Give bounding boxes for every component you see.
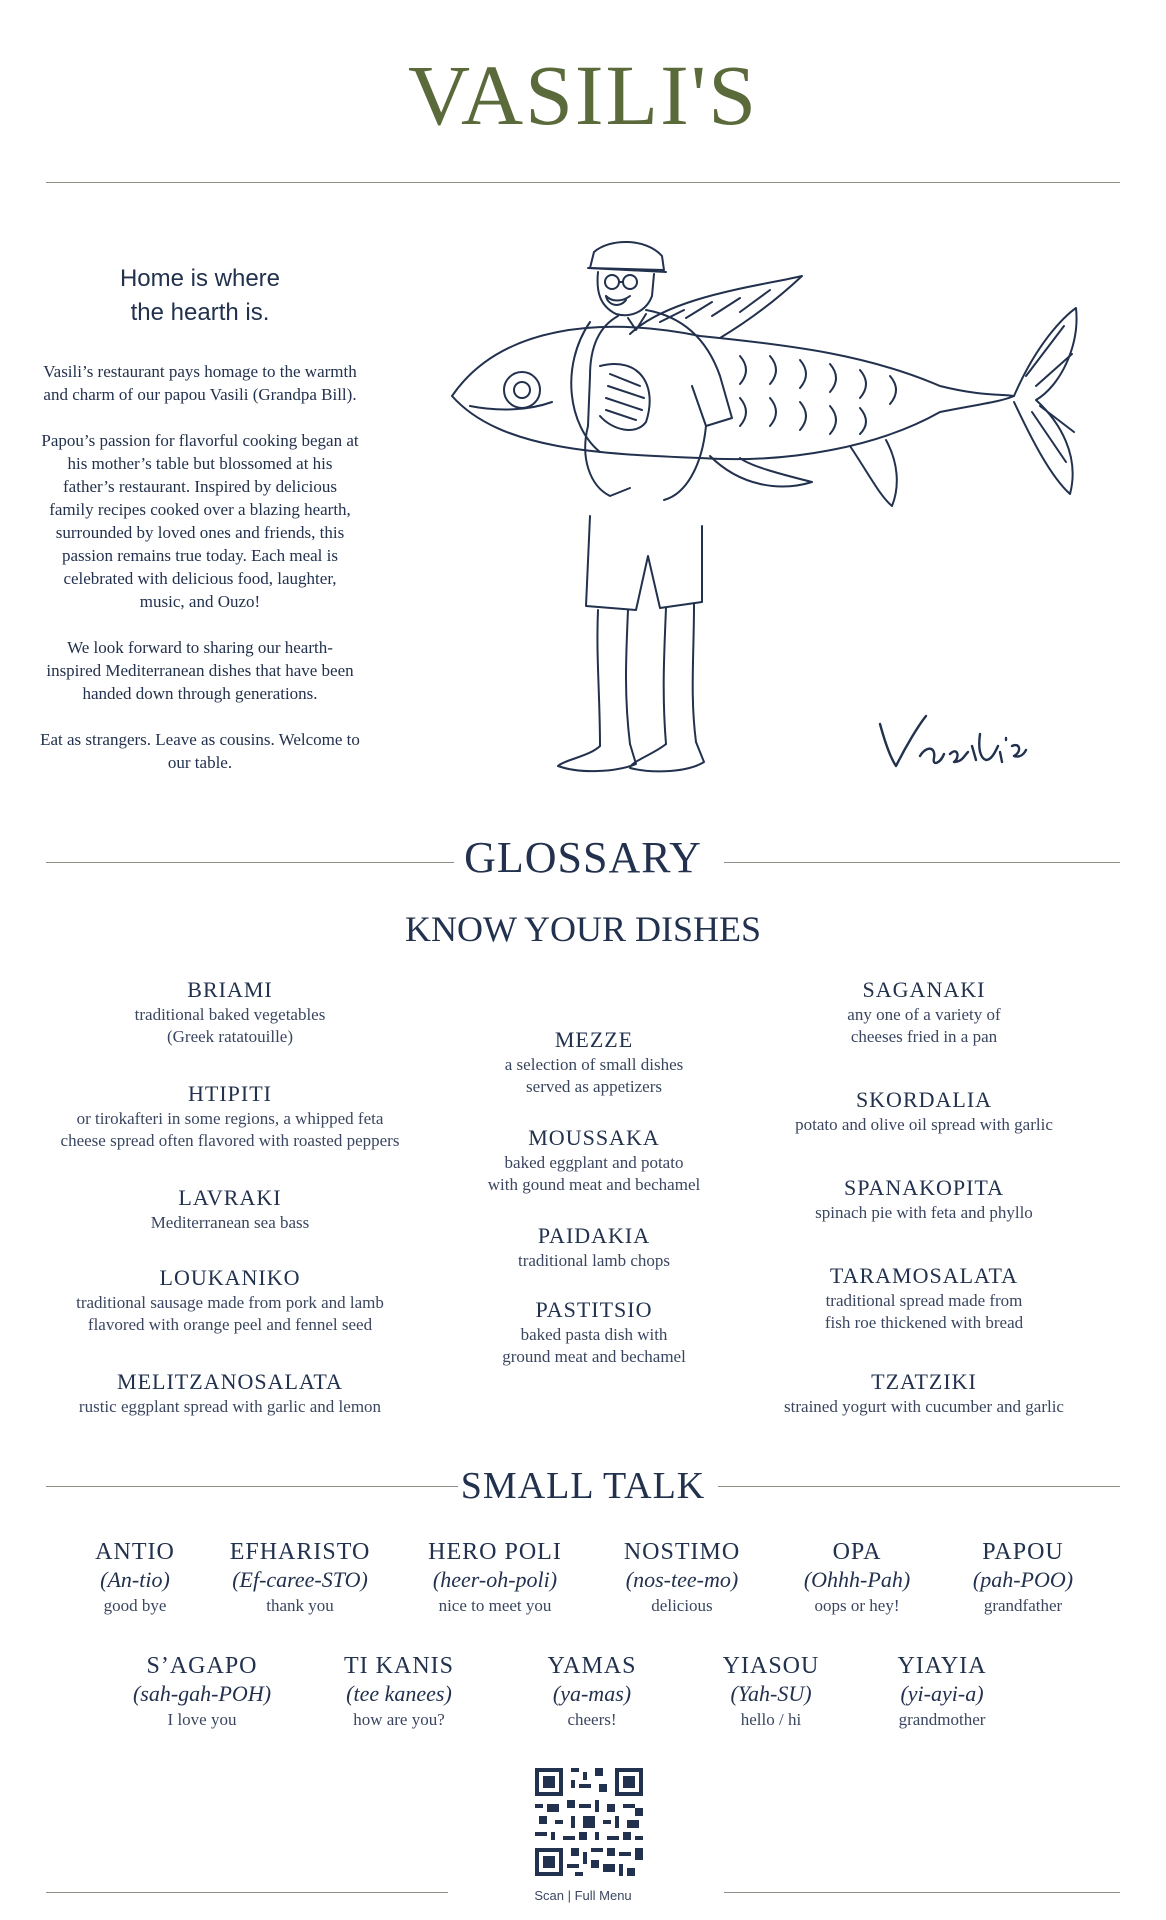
dish-name: SAGANAKI	[862, 977, 986, 1002]
dish-mezze	[444, 1026, 744, 1098]
dish-melitzanosalata	[30, 1368, 430, 1418]
dish-loukaniko	[30, 1264, 430, 1336]
dish-name: PASTITSIO	[535, 1297, 653, 1322]
dish-paidakia	[444, 1222, 744, 1272]
dish-lavraki	[30, 1184, 430, 1234]
phrase-meaning: grandmother	[898, 1710, 986, 1729]
dish-name: SKORDALIA	[855, 1087, 993, 1112]
dish-name: MOUSSAKA	[528, 1125, 660, 1150]
dish-description: traditional spread made from fish roe thickened with bread	[824, 1291, 1024, 1332]
phrase-meaning: grandfather	[983, 1596, 1063, 1615]
dish-briami	[30, 976, 430, 1048]
phrase-meaning: how are you?	[353, 1710, 445, 1729]
phrase-word: OPA	[832, 1539, 882, 1565]
phrase-yiayia	[857, 1652, 1027, 1732]
brand-title: VASILI'S	[407, 47, 759, 143]
phrase-pronunciation: (pah-POO)	[972, 1567, 1074, 1592]
phrase-word: YAMAS	[547, 1653, 637, 1679]
phrase-meaning: thank you	[266, 1596, 334, 1615]
dish-name: LOUKANIKO	[159, 1265, 301, 1290]
phrase-meaning: delicious	[651, 1596, 713, 1615]
phrase-word: TI KANIS	[344, 1653, 454, 1679]
dish-name: PAIDAKIA	[537, 1223, 651, 1248]
phrase-meaning: oops or hey!	[814, 1596, 900, 1615]
phrase-pronunciation: (Ef-caree-STO)	[232, 1567, 368, 1592]
phrase-meaning: cheers!	[567, 1710, 617, 1729]
phrase-pronunciation: (Ohhh-Pah)	[803, 1567, 911, 1592]
glossary-subtitle: KNOW YOUR DISHES	[404, 909, 761, 949]
dish-pastitsio	[444, 1296, 744, 1368]
dish-spanakopita	[744, 1174, 1104, 1224]
dish-description: baked pasta dish with ground meat and bechamel	[502, 1325, 686, 1366]
phrase-word: YIAYIA	[897, 1653, 987, 1679]
header-divider	[46, 182, 1120, 183]
dish-description: baked eggplant and potato with gound meat and bechamel	[487, 1153, 701, 1194]
dish-tzatziki	[744, 1368, 1104, 1418]
phrase-meaning: good bye	[103, 1596, 167, 1615]
phrase-word: EFHARISTO	[229, 1539, 371, 1565]
phrase-word: NOSTIMO	[623, 1539, 741, 1565]
dish-description: rustic eggplant spread with garlic and lemon	[78, 1397, 382, 1416]
dish-name: LAVRAKI	[178, 1185, 282, 1210]
phrase-pronunciation: (ya-mas)	[552, 1681, 632, 1706]
phrase-ti-kanis	[314, 1652, 484, 1732]
phrase-word: S’AGAPO	[146, 1653, 258, 1679]
dish-name: SPANAKOPITA	[843, 1175, 1004, 1200]
intro-paragraph: We look forward to sharing our hearth-inspired Mediterranean dishes that have been handed down through generations.	[46, 638, 354, 703]
phrase-word: HERO POLI	[428, 1539, 562, 1565]
dish-skordalia	[744, 1086, 1104, 1136]
intro-paragraph: Papou’s passion for flavorful cooking began at his mother’s table but blossomed at his father’s restaurant. Inspired by delicious family recipes cooked over a blazing hearth, surrounded by loved ones and friends, this passion remains true today. Each meal is celebrated with delicious food, laughter, music, and Ouzo!	[41, 431, 359, 611]
glossary-title: GLOSSARY	[464, 833, 702, 882]
phrase-opa	[772, 1538, 942, 1618]
dish-name: TZATZIKI	[871, 1369, 977, 1394]
phrase-yiasou	[686, 1652, 856, 1732]
dish-moussaka	[444, 1124, 744, 1196]
dish-htipiti	[30, 1080, 430, 1152]
phrase-word: YIASOU	[722, 1653, 820, 1679]
dish-name: TARAMOSALATA	[829, 1263, 1019, 1288]
phrase-meaning: hello / hi	[740, 1710, 802, 1729]
dish-taramosalata	[744, 1262, 1104, 1334]
dish-description: traditional baked vegetables (Greek ratatouille)	[134, 1005, 326, 1046]
intro-text	[40, 360, 360, 797]
dish-name: MELITZANOSALATA	[117, 1369, 343, 1394]
qr-code-icon[interactable]	[535, 1768, 643, 1876]
dish-description: strained yogurt with cucumber and garlic	[784, 1397, 1064, 1416]
tagline	[40, 262, 360, 330]
tagline-line-2: the hearth is.	[130, 299, 270, 326]
phrase-pronunciation: (nos-tee-mo)	[625, 1567, 739, 1592]
dish-saganaki	[744, 976, 1104, 1048]
dish-name: BRIAMI	[187, 977, 273, 1002]
phrase-word: ANTIO	[95, 1539, 175, 1565]
dish-description: a selection of small dishes served as appetizers	[504, 1055, 684, 1096]
phrase-pronunciation: (tee kanees)	[346, 1681, 452, 1706]
phrase-word: PAPOU	[982, 1539, 1064, 1565]
phrase-pronunciation: (An-tio)	[100, 1567, 170, 1592]
dish-description: Mediterranean sea bass	[150, 1213, 310, 1232]
dish-description: spinach pie with feta and phyllo	[815, 1203, 1033, 1222]
dish-description: potato and olive oil spread with garlic	[795, 1115, 1053, 1134]
dish-description: or tirokafteri in some regions, a whipped feta cheese spread often flavored with roasted peppers	[60, 1109, 400, 1150]
dish-description: traditional sausage made from pork and lamb flavored with orange peel and fennel seed	[76, 1293, 384, 1334]
phrase-antio	[50, 1538, 220, 1618]
phrase-pronunciation: (sah-gah-POH)	[132, 1681, 272, 1706]
phrase-pronunciation: (heer-oh-poli)	[432, 1567, 558, 1592]
tagline-line-1: Home is where	[119, 265, 281, 292]
dish-description: any one of a variety of cheeses fried in a pan	[847, 1005, 1001, 1046]
scan-label: Scan | Full Menu	[534, 1888, 632, 1903]
man-holding-fish-illustration	[440, 226, 1080, 786]
dish-description: traditional lamb chops	[517, 1251, 671, 1270]
phrase-pronunciation: (Yah-SU)	[730, 1681, 812, 1706]
phrase-papou	[938, 1538, 1108, 1618]
phrase-hero-poli	[410, 1538, 580, 1618]
dish-name: MEZZE	[554, 1027, 634, 1052]
phrase-meaning: I love you	[167, 1710, 237, 1729]
phrase-nostimo	[597, 1538, 767, 1618]
dish-name: HTIPITI	[188, 1081, 272, 1106]
intro-paragraph: Eat as strangers. Leave as cousins. Welcome to our table.	[40, 730, 360, 772]
phrase-yamas	[507, 1652, 677, 1732]
small-talk-title: SMALL TALK	[460, 1465, 706, 1507]
phrase-meaning: nice to meet you	[438, 1596, 552, 1615]
intro-paragraph: Vasili’s restaurant pays homage to the warmth and charm of our papou Vasili (Grandpa Bill).	[43, 362, 357, 404]
phrase-sagapo	[117, 1652, 287, 1732]
phrase-efharisto	[215, 1538, 385, 1618]
phrase-pronunciation: (yi-ayi-a)	[900, 1681, 984, 1706]
